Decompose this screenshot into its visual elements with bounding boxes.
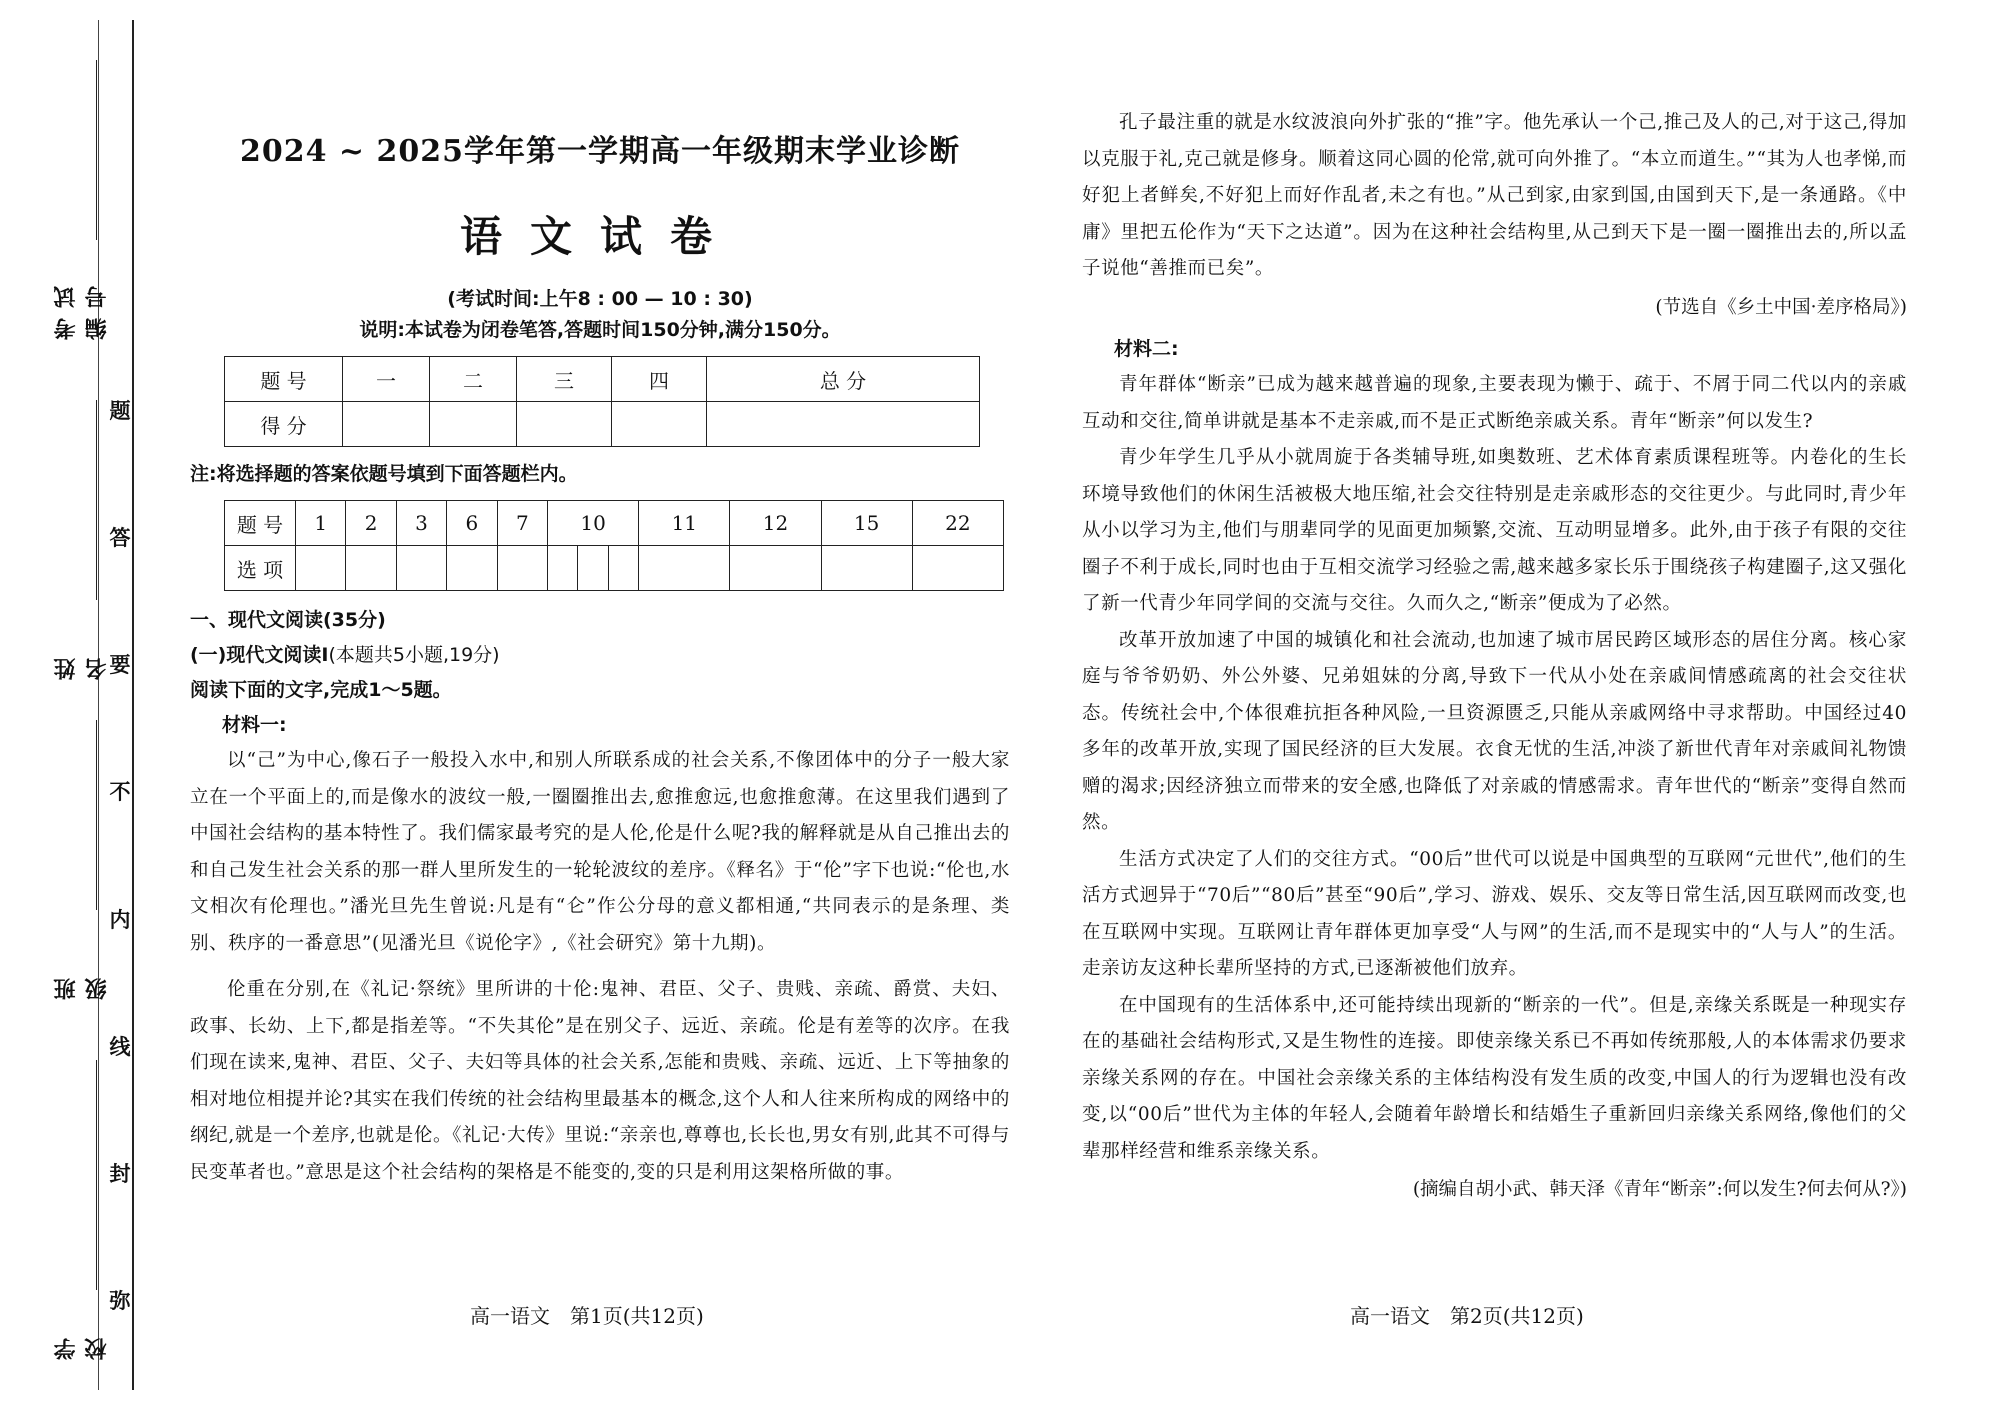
body-paragraph: 伦重在分别,在《礼记·祭统》里所讲的十伦:鬼神、君臣、父子、贵贱、亲疏、爵赏、夫妇、政事、长幼、上下,都是指差等。“不失其伦”是在别父子、远近、亲疏。伦是有差等的次序。在我们现在读来,鬼神、君臣、父子、夫妇等具体的社会关系,怎能和贵贱、亲疏、远近、上下等抽象的相对地位相提并论?其实在我们传统的社会结构里最基本的概念,这个人和人往来所构成的网络中的纲纪,就是一个差序,也就是伦。《礼记·大传》里说:“亲亲也,尊尊也,长长也,男女有别,此其不可得与民变革者也。”意思是这个社会结构的架格是不能变的,变的只是利用这架格所做的事。	[190, 979, 1010, 1183]
answer-cell[interactable]	[497, 546, 547, 591]
score-table-header-row	[225, 357, 980, 402]
answer-table	[224, 500, 1004, 591]
reading-instruction: 阅读下面的文字,完成1～5题。	[190, 679, 452, 701]
question-number: 11	[639, 501, 730, 546]
source-citation: (摘编自胡小武、韩天泽《青年“断亲”:何以发生?何去何从?》)	[1412, 1179, 1907, 1200]
question-number: 1	[296, 501, 346, 546]
answer-cell[interactable]	[578, 546, 608, 591]
answer-note: 注:将选择题的答案依题号填到下面答题栏内。	[190, 463, 578, 485]
page-footer-left: 高一语文 第1页(共12页)	[470, 1304, 704, 1328]
answer-option-label: 选 项	[225, 546, 296, 591]
score-header-cell: 三	[517, 357, 612, 402]
notice-char: 内	[109, 906, 131, 932]
notice-char: 线	[109, 1033, 131, 1059]
section-heading: 一、现代文阅读(35分)	[190, 609, 386, 631]
body-paragraph: 青年群体“断亲”已成为越来越普遍的现象,主要表现为懒于、疏于、不屑于同二代以内的亲戚互动和交往,简单讲就是基本不走亲戚,而不是正式断绝亲戚关系。青年“断亲”何以发生?	[1082, 374, 1907, 432]
binding-margin	[0, 0, 140, 1426]
exam-time: (考试时间:上午8 : 00 — 10 : 30)	[447, 288, 753, 310]
subsection-heading	[190, 640, 1010, 667]
score-header-cell: 题 号	[225, 357, 343, 402]
question-number: 6	[447, 501, 497, 546]
answer-table-option-row	[225, 546, 1004, 591]
score-table-score-row	[225, 402, 980, 447]
answer-cell[interactable]	[639, 546, 730, 591]
body-paragraph: 孔子最注重的就是水纹波浪向外扩张的“推”字。他先承认一个己,推己及人的己,对于这己,得加以克服于礼,克己就是修身。顺着这同心圆的伦常,就可向外推了。“本立而道生。”“其为人也孝悌,而好犯上者鲜矣,不好犯上而好作乱者,未之有也。”从己到家,由家到国,由国到天下,是一条通路。《中庸》里把五伦作为“天下之达道”。因为在这种社会结构里,从己到天下是一圈一圈推出去的,所以孟子说他“善推而已矣”。	[1082, 112, 1907, 279]
notice-char: 封	[109, 1160, 131, 1186]
score-header-cell: 一	[343, 357, 430, 402]
score-cell[interactable]	[430, 402, 517, 447]
score-cell[interactable]	[517, 402, 612, 447]
school-underline	[96, 1060, 97, 1290]
body-paragraph: 以“己”为中心,像石子一般投入水中,和别人所联系成的社会关系,不像团体中的分子一般大家立在一个平面上的,而是像水的波纹一般,一圈圈推出去,愈推愈远,也愈推愈薄。在这里我们遇到了中国社会结构的基本特性了。我们儒家最考究的是人伦,伦是什么呢?我的解释就是从自己推出去的和自己发生社会关系的那一群人里所发生的一轮轮波纹的差序。《释名》于“伦”字下也说:“伦也,水文相次有伦理也。”潘光旦先生曾说:凡是有“仑”作公分母的意义都相通,“共同表示的是条理、类别、秩序的一番意思”(见潘光旦《说伦字》,《社会研究》第十九期)。	[190, 750, 1010, 954]
score-cell[interactable]	[612, 402, 707, 447]
notice-char: 答	[109, 525, 131, 551]
page-footer-right: 高一语文 第2页(共12页)	[1350, 1304, 1584, 1328]
answer-header-label: 题 号	[225, 501, 296, 546]
answer-cell[interactable]	[821, 546, 912, 591]
answer-cell[interactable]	[396, 546, 446, 591]
subsection-note: (本题共5小题,19分)	[328, 644, 500, 666]
question-number: 12	[730, 501, 821, 546]
school-field[interactable]	[30, 1060, 110, 1360]
page-left	[190, 110, 1010, 1191]
subsection-title: (一)现代文阅读Ⅰ	[190, 644, 329, 666]
body-paragraph: 青少年学生几乎从小就周旋于各类辅导班,如奥数班、艺术体育素质课程班等。内卷化的生长环境导致他们的休闲生活被极大地压缩,社会交往特别是走亲戚形态的交往更少。与此同时,青少年从小以学习为主,他们与朋辈同学的见面更加频繁,交流、互动明显增多。此外,由于孩子有限的交往圈子不利于成长,同时也由于互相交流学习经验之需,越来越多家长乐于围绕孩子构建圈子,这又强化了新一代青少年同学间的交流与交往。久而久之,“断亲”便成为了必然。	[1082, 447, 1907, 614]
material-one-label: 材料一:	[222, 714, 287, 736]
exam-number-label: 考试编号	[53, 276, 110, 340]
body-paragraph: 生活方式决定了人们的交往方式。“00后”世代可以说是中国典型的互联网“元世代”,他们的生活方式迥异于“70后”“80后”甚至“90后”,学习、游戏、娱乐、交友等日常生活,因互联网而改变,也在互联网中实现。互联网让青年群体更加享受“人与网”的生活,而不是现实中的“人与人”的生活。走亲访友这种长辈所坚持的方式,已逐渐被他们放弃。	[1082, 848, 1907, 979]
material-two-label: 材料二:	[1114, 338, 1179, 360]
paper-title: 语文试卷	[459, 212, 740, 261]
name-label: 姓 名	[53, 648, 110, 680]
answer-cell[interactable]	[608, 546, 638, 591]
name-field[interactable]	[30, 400, 110, 680]
answer-table-number-row	[225, 501, 1004, 546]
school-label: 学 校	[53, 1328, 110, 1360]
body-paragraph: 在中国现有的生活体系中,还可能持续出现新的“断亲的一代”。但是,亲缘关系既是一种现实存在的基础社会结构形式,又是生物性的连接。即使亲缘关系已不再如传统那般,人的本体需求仍要求亲缘关系网的存在。中国社会亲缘关系的主体结构没有发生质的改变,中国人的行为逻辑也没有改变,以“00后”世代为主体的年轻人,会随着年龄增长和结婚生子重新回归亲缘关系网络,像他们的父辈那样经营和维系亲缘关系。	[1082, 994, 1907, 1162]
answer-cell[interactable]	[346, 546, 396, 591]
exam-title: 2024 ~ 2025学年第一学期高一年级期末学业诊断	[239, 134, 961, 169]
score-header-cell: 四	[612, 357, 707, 402]
question-number: 15	[821, 501, 912, 546]
score-table	[224, 356, 980, 447]
notice-char: 弥	[109, 1287, 131, 1313]
body-paragraph: 改革开放加速了中国的城镇化和社会流动,也加速了城市居民跨区域形态的居住分离。核心家庭与爷爷奶奶、外公外婆、兄弟姐妹的分离,导致下一代从小处在亲戚间情感疏离的社会交往状态。传统社会中,个体很难抗拒各种风险,一旦资源匮乏,只能从亲戚网络中寻求帮助。中国经过40多年的改革开放,实现了国民经济的巨大发展。衣食无忧的生活,冲淡了新世代青年对亲戚间礼物馈赠的渴求;因经济独立而带来的安全感,也降低了对亲戚的情感需求。青年世代的“断亲”变得自然而然。	[1082, 629, 1907, 833]
notice-char: 要	[109, 652, 131, 678]
exam-number-field[interactable]	[30, 60, 110, 340]
page-right	[1082, 105, 1907, 1215]
notice-char: 不	[109, 779, 131, 805]
question-number: 2	[346, 501, 396, 546]
question-number: 10	[548, 501, 639, 546]
answer-cell[interactable]	[912, 546, 1003, 591]
answer-cell[interactable]	[296, 546, 346, 591]
class-label: 班 级	[53, 968, 110, 1000]
score-row-label: 得 分	[225, 402, 343, 447]
exam-info: 说明:本试卷为闭卷笔答,答题时间150分钟,满分150分。	[359, 319, 841, 341]
answer-cell[interactable]	[447, 546, 497, 591]
exam-number-underline	[96, 60, 97, 240]
answer-cell[interactable]	[730, 546, 821, 591]
notice-char: 题	[109, 398, 131, 423]
source-citation: (节选自《乡土中国·差序格局》)	[1655, 296, 1907, 318]
class-underline	[96, 720, 97, 910]
class-field[interactable]	[30, 720, 110, 1000]
question-number: 7	[497, 501, 547, 546]
score-cell[interactable]	[707, 402, 980, 447]
question-number: 3	[396, 501, 446, 546]
score-header-cell: 二	[430, 357, 517, 402]
answer-cell[interactable]	[548, 546, 578, 591]
name-underline	[96, 400, 97, 600]
score-cell[interactable]	[343, 402, 430, 447]
score-header-cell: 总 分	[707, 357, 980, 402]
seal-line-notice	[105, 395, 135, 1315]
question-number: 22	[912, 501, 1003, 546]
